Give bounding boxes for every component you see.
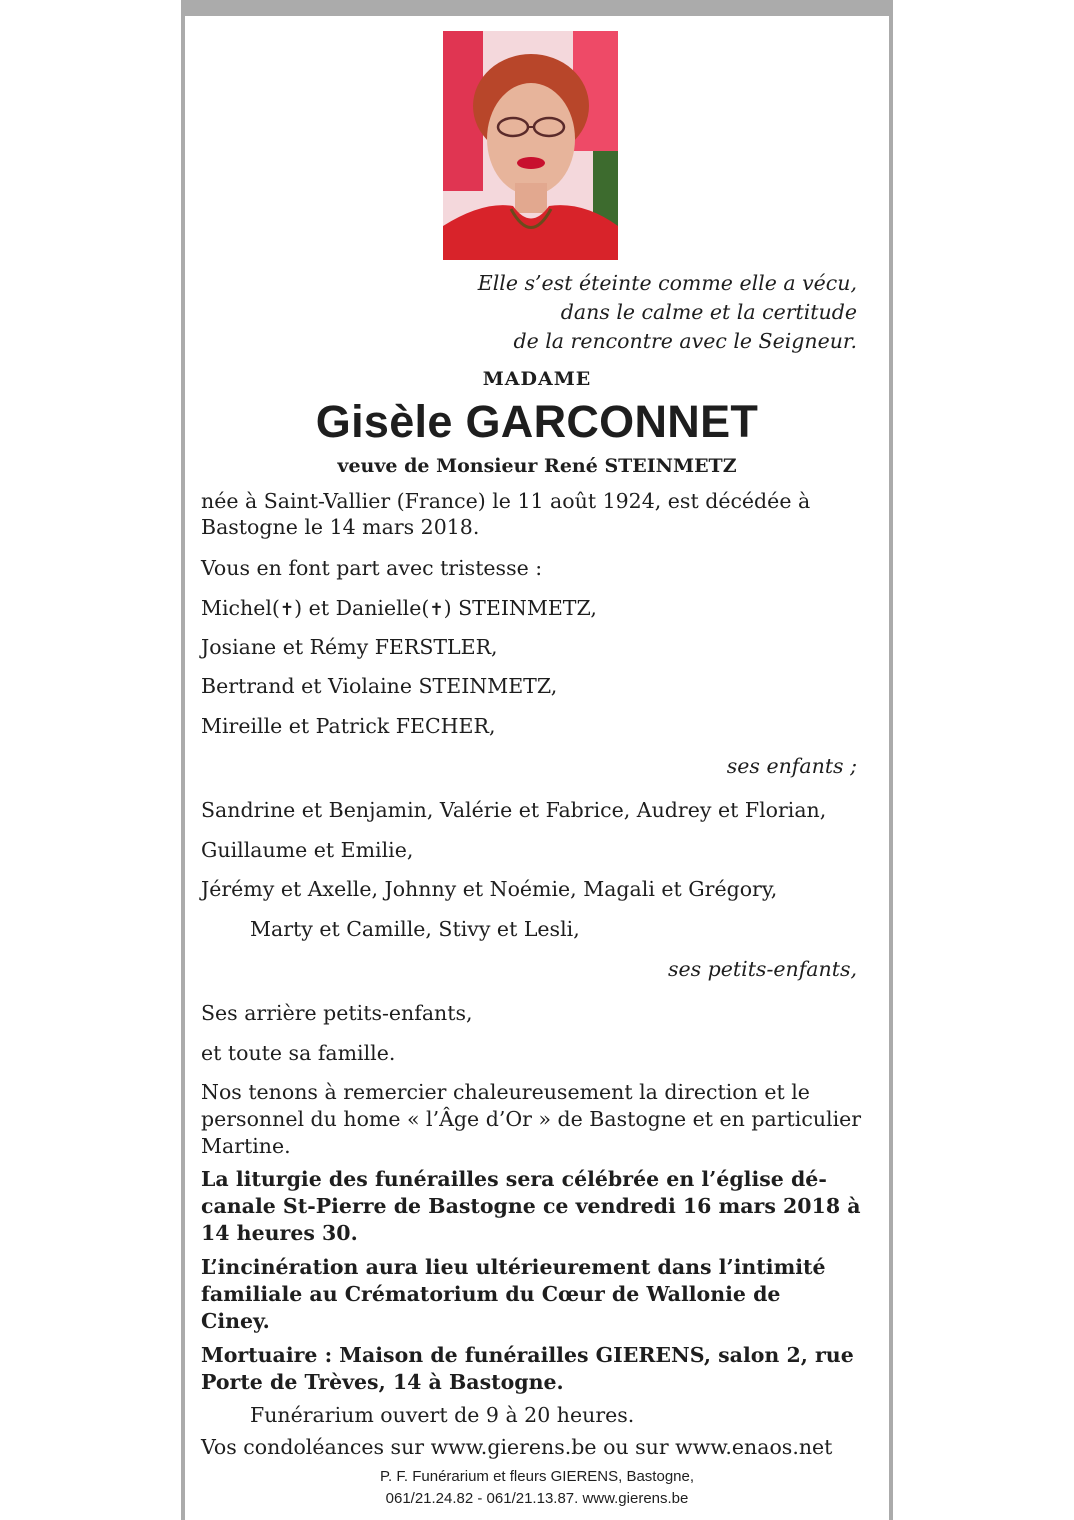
liturgy-line-3: 14 heures 30. <box>201 1221 358 1245</box>
child-text-b: ) et Danielle( <box>294 596 430 620</box>
grandchild-line-4: Marty et Camille, Stivy et Lesli, <box>250 917 580 941</box>
grandchild-line-1: Sandrine et Benjamin, Valérie et Fabrice, Audrey et Florian, <box>201 798 827 822</box>
mortuary-line-1: Mortuaire : Maison de funérailles GIERENS, salon 2, rue <box>201 1343 854 1367</box>
grandchildren-label: ses petits-enfants, <box>667 957 857 981</box>
child-line-4: Mireille et Patrick FECHER, <box>201 714 496 738</box>
grandchild-line-2: Guillaume et Emilie, <box>201 838 414 862</box>
mortuary-line-2: Porte de Trèves, 14 à Bastogne. <box>201 1370 564 1394</box>
grandchild-line-3: Jérémy et Axelle, Johnny et Noémie, Magali et Grégory, <box>201 877 778 901</box>
footer-line-2: 061/21.24.82 - 061/21.13.87. www.gierens.be <box>385 1490 689 1507</box>
liturgy-line-1: La liturgie des funérailles sera célébrée en l’église dé- <box>201 1167 827 1191</box>
family-line: et toute sa famille. <box>201 1041 396 1065</box>
children-label: ses enfants ; <box>726 754 857 778</box>
child-line-1 <box>201 596 597 622</box>
quote-line-2: dans le calme et la certitude <box>560 300 857 324</box>
liturgy-line-2: canale St-Pierre de Bastogne ce vendredi 16 mars 2018 à <box>201 1194 861 1218</box>
intro-line: Vous en font part avec tristesse : <box>201 556 543 580</box>
condolences-line: Vos condoléances sur www.gierens.be ou sur www.enaos.net <box>201 1435 833 1459</box>
incineration-line-2: familiale au Crématorium du Cœur de Wallonie de <box>201 1282 781 1306</box>
child-text-a: Michel( <box>201 596 280 620</box>
footer-line-1: P. F. Funérarium et fleurs GIERENS, Bastogne, <box>379 1468 695 1485</box>
birth-line-1: née à Saint-Vallier (France) le 11 août 1924, est décédée à <box>201 489 811 513</box>
thanks-line-2: personnel du home « l’Âge d’Or » de Bastogne et en particulier <box>201 1107 862 1131</box>
quote-line-1: Elle s’est éteinte comme elle a vécu, <box>477 271 857 295</box>
quote-line-3: de la rencontre avec le Seigneur. <box>513 329 857 353</box>
cross-icon: ✝ <box>429 600 444 620</box>
thanks-line-1: Nos tenons à remercier chaleureusement la direction et le <box>201 1080 810 1104</box>
child-text-c: ) STEINMETZ, <box>443 596 597 620</box>
child-line-3: Bertrand et Violaine STEINMETZ, <box>201 674 558 698</box>
funerarium-hours: Funérarium ouvert de 9 à 20 heures. <box>250 1403 635 1427</box>
deceased-name: Gisèle GARCONNET <box>315 396 759 447</box>
portrait-photo <box>443 31 618 260</box>
honorific: MADAME <box>482 368 592 390</box>
widow-line: veuve de Monsieur René STEINMETZ <box>337 455 737 477</box>
thanks-line-3: Martine. <box>201 1134 291 1158</box>
incineration-line-3: Ciney. <box>201 1309 270 1333</box>
great-grandchildren-line: Ses arrière petits-enfants, <box>201 1001 473 1025</box>
cross-icon: ✝ <box>279 600 295 620</box>
birth-line-2: Bastogne le 14 mars 2018. <box>201 515 480 539</box>
child-line-2: Josiane et Rémy FERSTLER, <box>201 635 498 659</box>
incineration-line-1: L’incinération aura lieu ultérieurement dans l’intimité <box>201 1255 826 1279</box>
